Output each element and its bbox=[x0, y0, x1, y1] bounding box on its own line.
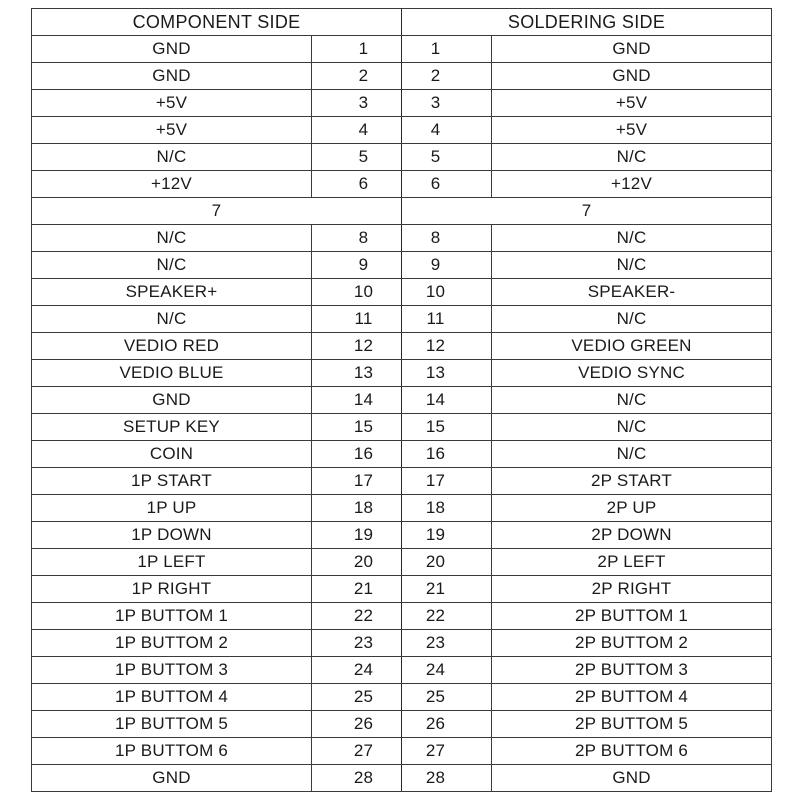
component-signal-name: 1P UP bbox=[32, 495, 312, 522]
soldering-pin-number: 5 bbox=[402, 144, 492, 171]
soldering-signal-name: GND bbox=[492, 765, 772, 792]
table-row bbox=[32, 252, 772, 279]
soldering-signal-name: GND bbox=[492, 63, 772, 90]
soldering-signal-name: GND bbox=[492, 36, 772, 63]
soldering-pin-number: 11 bbox=[402, 306, 492, 333]
component-pin-number: 21 bbox=[312, 576, 402, 603]
component-signal-name: SETUP KEY bbox=[32, 414, 312, 441]
soldering-pin-number: 2 bbox=[402, 63, 492, 90]
soldering-key-pin: 7 bbox=[402, 198, 772, 225]
table-row bbox=[32, 603, 772, 630]
component-signal-name: 1P LEFT bbox=[32, 549, 312, 576]
component-pin-number: 23 bbox=[312, 630, 402, 657]
component-pin-number: 22 bbox=[312, 603, 402, 630]
table-row bbox=[32, 414, 772, 441]
component-pin-number: 4 bbox=[312, 117, 402, 144]
soldering-pin-number: 23 bbox=[402, 630, 492, 657]
component-pin-number: 13 bbox=[312, 360, 402, 387]
soldering-signal-name: 2P BUTTOM 6 bbox=[492, 738, 772, 765]
table-row bbox=[32, 117, 772, 144]
component-pin-number: 15 bbox=[312, 414, 402, 441]
component-pin-number: 10 bbox=[312, 279, 402, 306]
component-pin-number: 24 bbox=[312, 657, 402, 684]
component-signal-name: +12V bbox=[32, 171, 312, 198]
component-signal-name: 1P BUTTOM 2 bbox=[32, 630, 312, 657]
component-pin-number: 20 bbox=[312, 549, 402, 576]
soldering-pin-number: 14 bbox=[402, 387, 492, 414]
soldering-signal-name: +12V bbox=[492, 171, 772, 198]
table-row bbox=[32, 306, 772, 333]
component-pin-number: 12 bbox=[312, 333, 402, 360]
soldering-pin-number: 3 bbox=[402, 90, 492, 117]
soldering-pin-number: 22 bbox=[402, 603, 492, 630]
component-pin-number: 2 bbox=[312, 63, 402, 90]
table-row bbox=[32, 684, 772, 711]
component-key-pin: 7 bbox=[32, 198, 402, 225]
soldering-signal-name: +5V bbox=[492, 117, 772, 144]
table-row bbox=[32, 576, 772, 603]
table-row bbox=[32, 765, 772, 792]
soldering-signal-name: 2P BUTTOM 1 bbox=[492, 603, 772, 630]
component-signal-name: GND bbox=[32, 63, 312, 90]
soldering-signal-name: VEDIO GREEN bbox=[492, 333, 772, 360]
table-row bbox=[32, 360, 772, 387]
soldering-signal-name: N/C bbox=[492, 414, 772, 441]
soldering-signal-name: 2P BUTTOM 2 bbox=[492, 630, 772, 657]
soldering-pin-number: 15 bbox=[402, 414, 492, 441]
component-pin-number: 5 bbox=[312, 144, 402, 171]
table-row bbox=[32, 333, 772, 360]
component-signal-name: 1P RIGHT bbox=[32, 576, 312, 603]
component-pin-number: 18 bbox=[312, 495, 402, 522]
component-pin-number: 16 bbox=[312, 441, 402, 468]
component-signal-name: +5V bbox=[32, 117, 312, 144]
pinout-sheet bbox=[31, 8, 771, 792]
soldering-signal-name: N/C bbox=[492, 225, 772, 252]
pinout-table-body bbox=[32, 9, 772, 792]
component-signal-name: 1P DOWN bbox=[32, 522, 312, 549]
component-signal-name: 1P BUTTOM 1 bbox=[32, 603, 312, 630]
component-pin-number: 3 bbox=[312, 90, 402, 117]
soldering-pin-number: 21 bbox=[402, 576, 492, 603]
component-signal-name: 1P START bbox=[32, 468, 312, 495]
component-side-header: COMPONENT SIDE bbox=[32, 9, 402, 36]
component-signal-name: N/C bbox=[32, 225, 312, 252]
table-row bbox=[32, 657, 772, 684]
soldering-signal-name: N/C bbox=[492, 387, 772, 414]
component-pin-number: 27 bbox=[312, 738, 402, 765]
soldering-signal-name: VEDIO SYNC bbox=[492, 360, 772, 387]
component-signal-name: VEDIO RED bbox=[32, 333, 312, 360]
table-row bbox=[32, 36, 772, 63]
pinout-table bbox=[31, 8, 772, 792]
component-signal-name: COIN bbox=[32, 441, 312, 468]
soldering-side-header: SOLDERING SIDE bbox=[402, 9, 772, 36]
soldering-pin-number: 17 bbox=[402, 468, 492, 495]
soldering-pin-number: 26 bbox=[402, 711, 492, 738]
soldering-pin-number: 8 bbox=[402, 225, 492, 252]
table-row bbox=[32, 549, 772, 576]
table-row bbox=[32, 522, 772, 549]
table-row bbox=[32, 171, 772, 198]
component-pin-number: 19 bbox=[312, 522, 402, 549]
component-pin-number: 14 bbox=[312, 387, 402, 414]
soldering-pin-number: 25 bbox=[402, 684, 492, 711]
component-pin-number: 26 bbox=[312, 711, 402, 738]
soldering-signal-name: 2P START bbox=[492, 468, 772, 495]
soldering-pin-number: 19 bbox=[402, 522, 492, 549]
component-pin-number: 25 bbox=[312, 684, 402, 711]
soldering-signal-name: SPEAKER- bbox=[492, 279, 772, 306]
soldering-pin-number: 28 bbox=[402, 765, 492, 792]
soldering-signal-name: 2P RIGHT bbox=[492, 576, 772, 603]
component-signal-name: N/C bbox=[32, 252, 312, 279]
soldering-pin-number: 27 bbox=[402, 738, 492, 765]
component-signal-name: GND bbox=[32, 387, 312, 414]
soldering-signal-name: 2P UP bbox=[492, 495, 772, 522]
table-row bbox=[32, 630, 772, 657]
soldering-signal-name: N/C bbox=[492, 306, 772, 333]
table-row bbox=[32, 63, 772, 90]
soldering-signal-name: 2P DOWN bbox=[492, 522, 772, 549]
component-signal-name: N/C bbox=[32, 144, 312, 171]
soldering-pin-number: 18 bbox=[402, 495, 492, 522]
component-pin-number: 6 bbox=[312, 171, 402, 198]
table-row bbox=[32, 738, 772, 765]
soldering-signal-name: N/C bbox=[492, 441, 772, 468]
soldering-signal-name: N/C bbox=[492, 252, 772, 279]
table-row bbox=[32, 711, 772, 738]
soldering-pin-number: 24 bbox=[402, 657, 492, 684]
soldering-pin-number: 13 bbox=[402, 360, 492, 387]
component-pin-number: 28 bbox=[312, 765, 402, 792]
table-row bbox=[32, 144, 772, 171]
component-signal-name: VEDIO BLUE bbox=[32, 360, 312, 387]
soldering-signal-name: 2P BUTTOM 4 bbox=[492, 684, 772, 711]
table-row bbox=[32, 387, 772, 414]
table-row bbox=[32, 225, 772, 252]
component-pin-number: 11 bbox=[312, 306, 402, 333]
table-row bbox=[32, 90, 772, 117]
component-signal-name: +5V bbox=[32, 90, 312, 117]
soldering-pin-number: 4 bbox=[402, 117, 492, 144]
component-pin-number: 8 bbox=[312, 225, 402, 252]
key-row bbox=[32, 198, 772, 225]
soldering-signal-name: 2P BUTTOM 3 bbox=[492, 657, 772, 684]
soldering-signal-name: N/C bbox=[492, 144, 772, 171]
table-row bbox=[32, 441, 772, 468]
component-signal-name: 1P BUTTOM 5 bbox=[32, 711, 312, 738]
component-signal-name: GND bbox=[32, 36, 312, 63]
table-row bbox=[32, 279, 772, 306]
soldering-pin-number: 20 bbox=[402, 549, 492, 576]
soldering-pin-number: 1 bbox=[402, 36, 492, 63]
component-signal-name: 1P BUTTOM 3 bbox=[32, 657, 312, 684]
soldering-pin-number: 16 bbox=[402, 441, 492, 468]
component-signal-name: GND bbox=[32, 765, 312, 792]
soldering-pin-number: 10 bbox=[402, 279, 492, 306]
table-row bbox=[32, 468, 772, 495]
component-pin-number: 1 bbox=[312, 36, 402, 63]
table-row bbox=[32, 495, 772, 522]
component-pin-number: 9 bbox=[312, 252, 402, 279]
component-signal-name: 1P BUTTOM 6 bbox=[32, 738, 312, 765]
soldering-pin-number: 12 bbox=[402, 333, 492, 360]
soldering-signal-name: 2P LEFT bbox=[492, 549, 772, 576]
soldering-pin-number: 9 bbox=[402, 252, 492, 279]
component-signal-name: N/C bbox=[32, 306, 312, 333]
soldering-signal-name: 2P BUTTOM 5 bbox=[492, 711, 772, 738]
component-signal-name: 1P BUTTOM 4 bbox=[32, 684, 312, 711]
table-header-row bbox=[32, 9, 772, 36]
soldering-signal-name: +5V bbox=[492, 90, 772, 117]
component-pin-number: 17 bbox=[312, 468, 402, 495]
component-signal-name: SPEAKER+ bbox=[32, 279, 312, 306]
soldering-pin-number: 6 bbox=[402, 171, 492, 198]
